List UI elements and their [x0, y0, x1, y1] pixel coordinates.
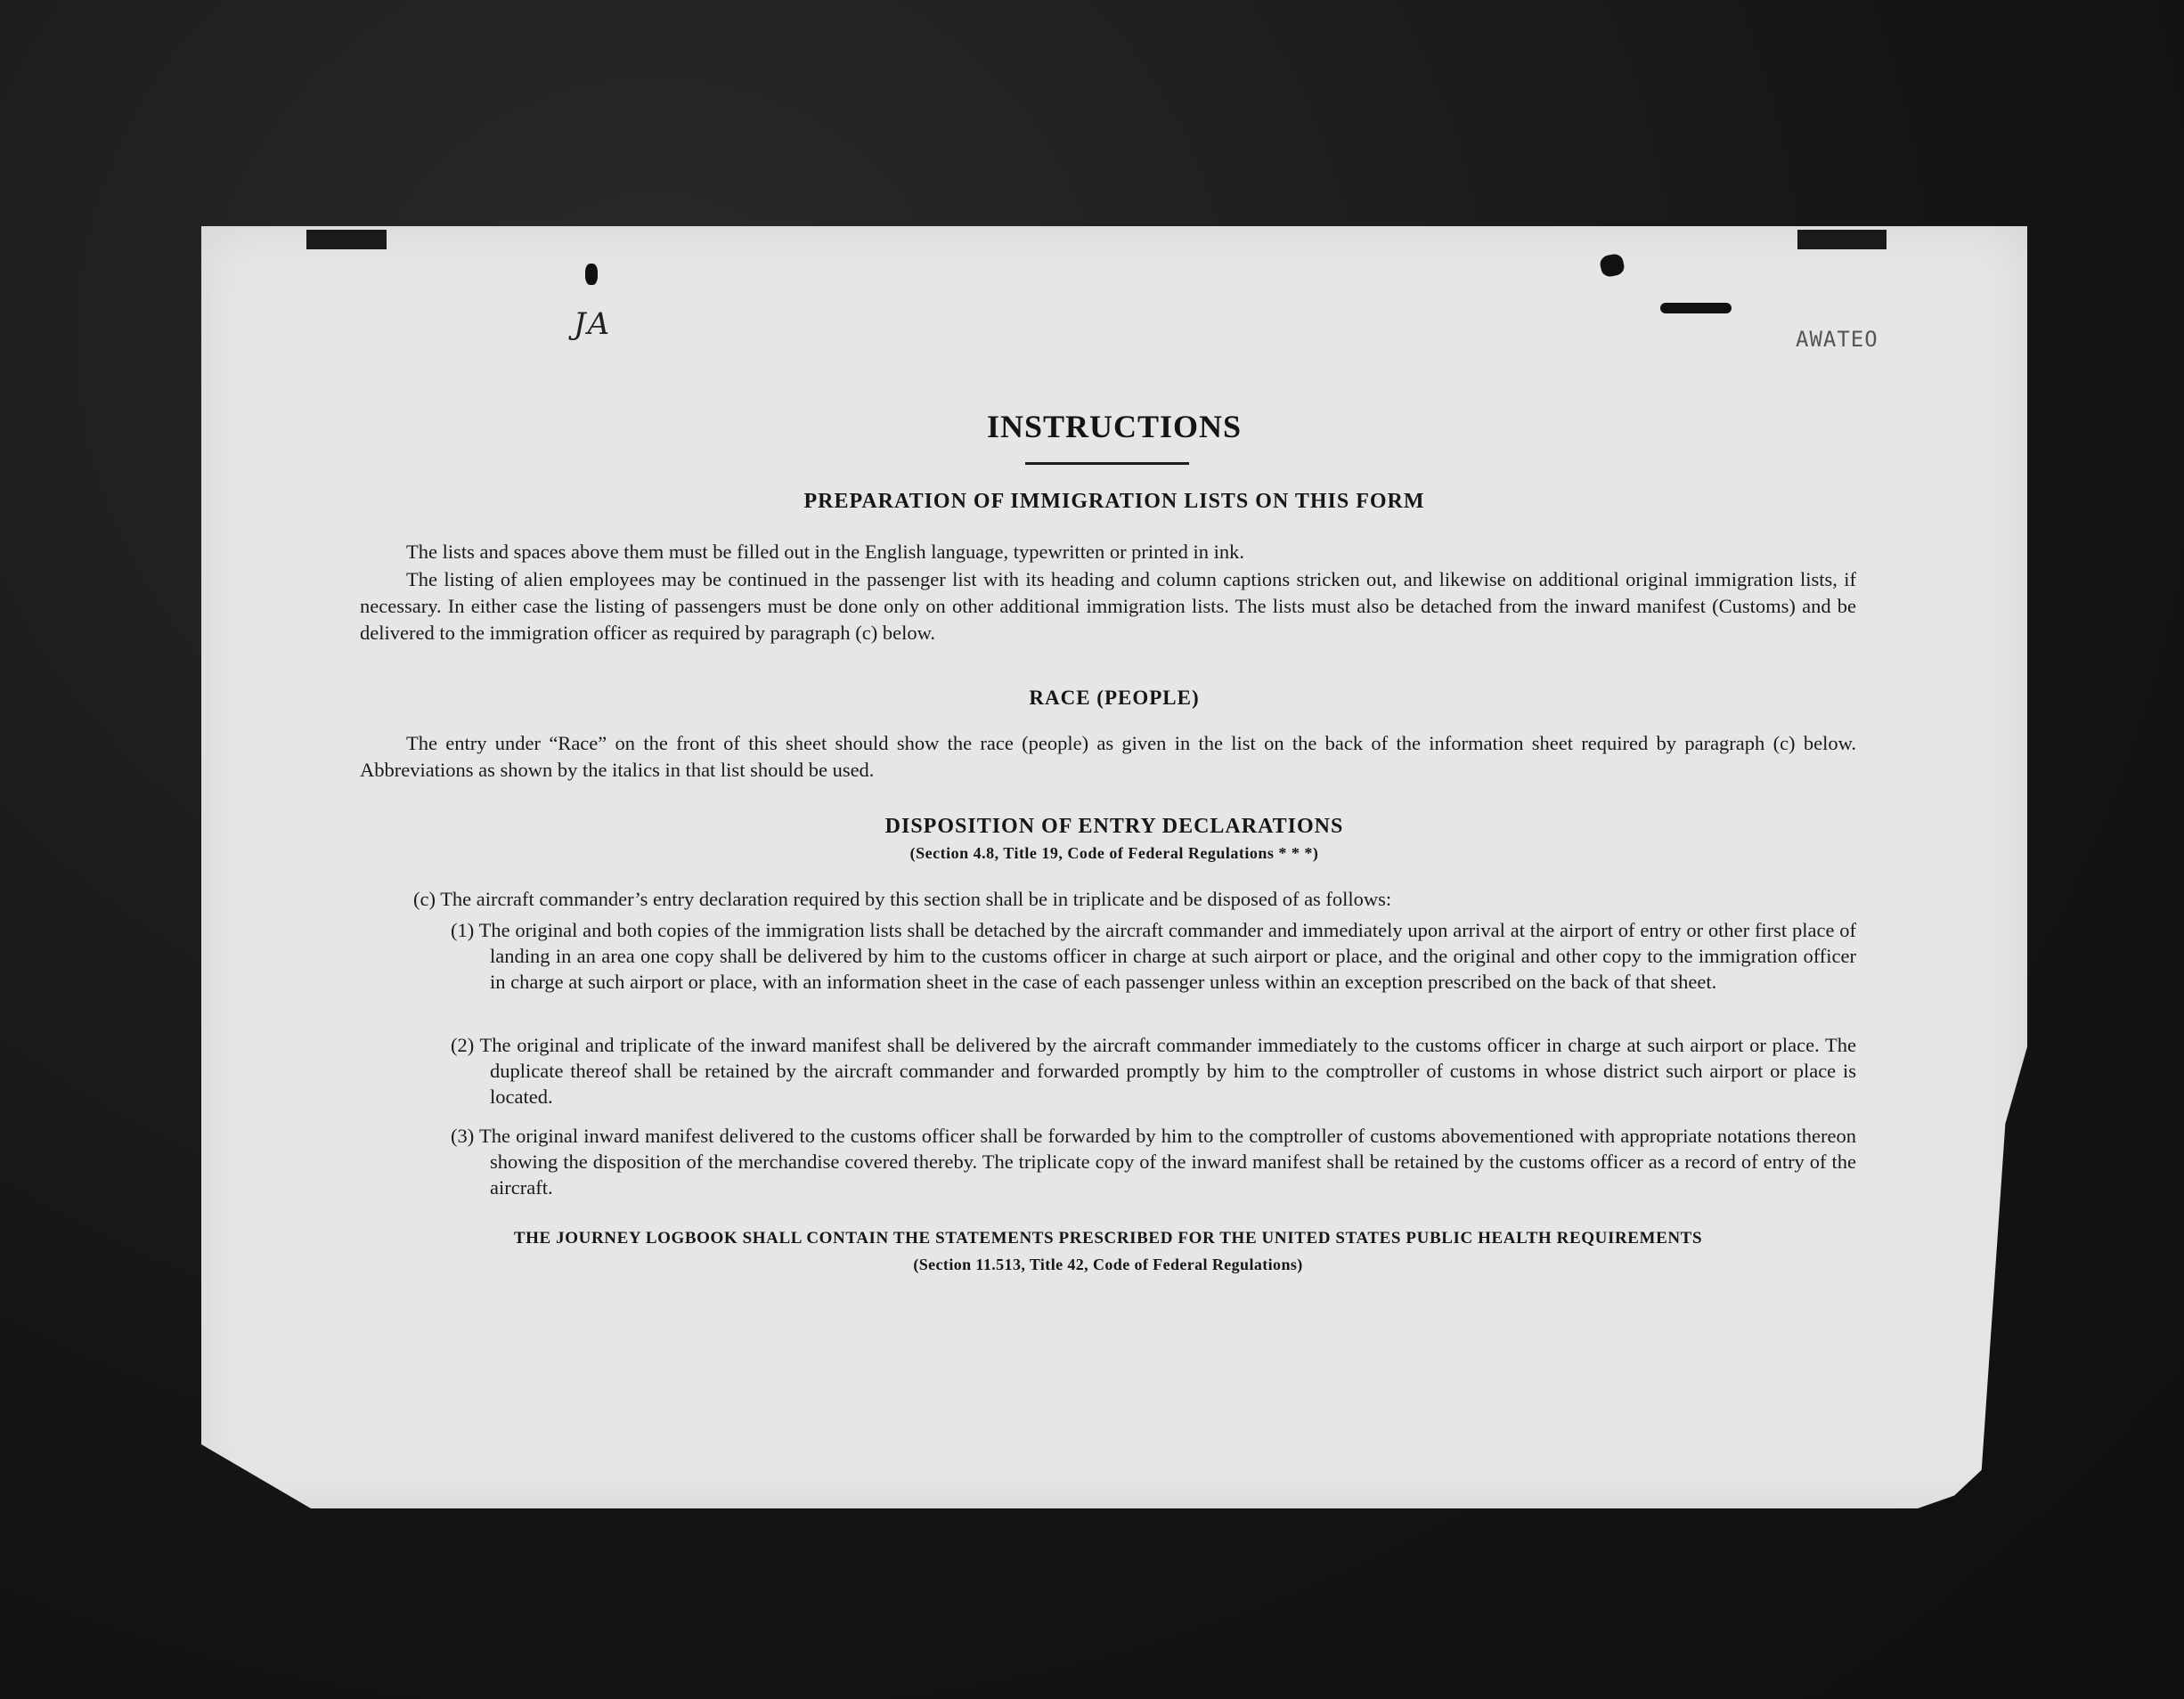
- title-underline: [1025, 462, 1189, 465]
- preparation-paragraph-2: The listing of alien employees may be continued in the passenger list with its heading and column captions stricken out, and likewise on additional original immigration lists, if necessary. In either case the listing of passengers must be done only on other additional immigration lists. The lists must also be detached from the inward manifest (Customs) and be delivered to the immigration officer as required by paragraph (c) below.: [360, 568, 1856, 644]
- footer-statement: THE JOURNEY LOGBOOK SHALL CONTAIN THE STATEMENTS PRESCRIBED FOR THE UNITED STATES PUBLIC HEALTH REQUIREMENTS: [513, 1229, 1703, 1248]
- handwritten-annotation: JA: [574, 306, 612, 342]
- race-heading: RACE (PEOPLE): [1029, 687, 1200, 709]
- race-paragraph: The entry under “Race” on the front of this sheet should show the race (people) as given in the list on the back of the information sheet required by paragraph (c) below. Abbreviations as shown by the italics in that list should be used.: [360, 732, 1856, 781]
- stamp-text: AWATEO: [1796, 327, 1878, 352]
- binding-tab-right: [1797, 230, 1887, 249]
- paragraph-c-intro: (c) The aircraft commander’s entry declaration required by this section shall be in triplicate and be disposed of as follows:: [413, 888, 1392, 910]
- list-item: (1) The original and both copies of the immigration lists shall be detached by the aircraft commander and immediately upon arrival at the airport of entry or other first place of landing in an area one copy shall be delivered by him to the customs officer in charge at such airport or place, and the original and other copy to the immigration officer in charge at such airport or place, with an information sheet in the case of each passenger unless within an exception prescribed on the back of that sheet.: [451, 919, 1856, 993]
- footer-citation: (Section 11.513, Title 42, Code of Federal Regulations): [913, 1256, 1303, 1273]
- ink-mark: [585, 264, 598, 285]
- list-item: (2) The original and triplicate of the inward manifest shall be delivered by the aircraft commander immediately to the customs officer in charge at such airport or place. The duplicate thereof shall be retained by the aircraft commander and forwarded promptly by him to the comptroller of customs in whose district such airport or place is located.: [451, 1034, 1856, 1108]
- page-title: INSTRUCTIONS: [986, 409, 1243, 444]
- preparation-heading: PREPARATION OF IMMIGRATION LISTS ON THIS FORM: [803, 490, 1425, 513]
- preparation-paragraph-1: The lists and spaces above them must be filled out in the English language, typewritten or printed in ink.: [406, 541, 1245, 563]
- disposition-citation: (Section 4.8, Title 19, Code of Federal Regulations * * *): [909, 844, 1319, 862]
- list-item: (3) The original inward manifest delivered to the customs officer shall be forwarded by him to the comptroller of customs abovementioned with appropriate notations thereon showing the disposition of the merchandise covered thereby. The triplicate copy of the inward manifest shall be retained by the customs officer as a record of entry of the aircraft.: [451, 1125, 1856, 1199]
- disposition-heading: DISPOSITION OF ENTRY DECLARATIONS: [884, 815, 1344, 838]
- ink-smudge: [1660, 303, 1732, 313]
- binding-tab-left: [306, 230, 387, 249]
